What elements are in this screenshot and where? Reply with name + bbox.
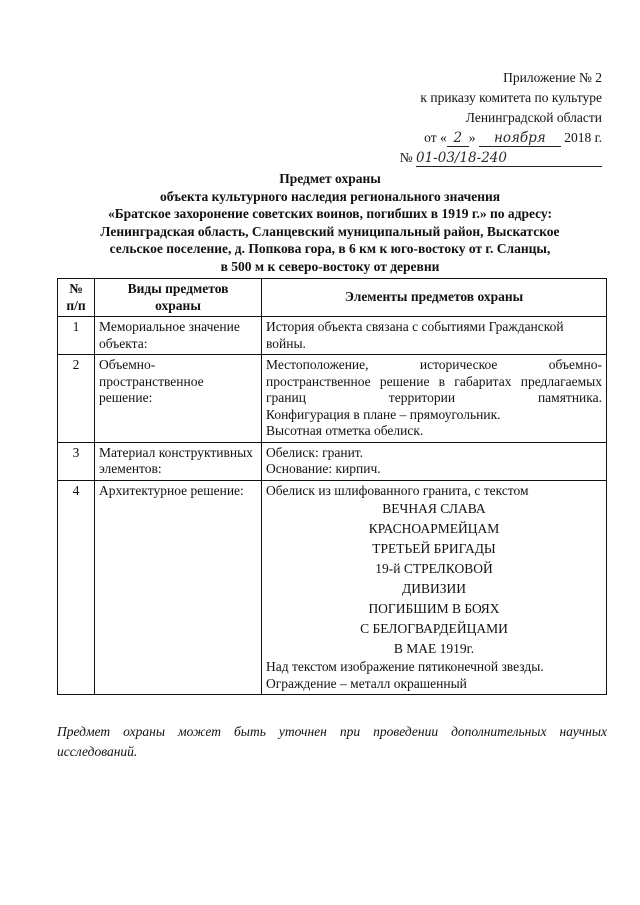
heading-line-2: объекта культурного наследия регионального значения (159, 188, 501, 204)
row-type: Архитектурное решение: (95, 480, 262, 695)
table-header-row (58, 279, 607, 317)
inscription-line: ТРЕТЬЕЙ БРИГАДЫ (372, 541, 496, 556)
inscription-line: ПОГИБШИМ В БОЯХ (368, 601, 500, 616)
row-elements: История объекта связана с событиями Гражданской войны. (262, 317, 607, 355)
inscription-line: В МАЕ 1919г. (393, 641, 475, 656)
appendix-number (342, 148, 602, 168)
table-row (58, 355, 607, 443)
inscription-line: ВЕЧНАЯ СЛАВА (382, 501, 486, 516)
row-elements (262, 480, 607, 695)
row-type: Объемно-пространственное решение: (95, 355, 262, 443)
row-text: Местоположение, историческое объемно-пространственное решение в габаритах предлагаемых границ территории памятника. (266, 357, 602, 405)
row-text: Ограждение – металл окрашенный (266, 675, 467, 691)
table-row (58, 442, 607, 480)
row-text: Конфигурация в плане – прямоугольник. (266, 406, 501, 422)
row-text: Обелиск из шлифованного гранита, с текстом (266, 482, 529, 498)
appendix-title: Приложение № 2 (503, 70, 602, 85)
inscription-line: КРАСНОАРМЕЙЦАМ (368, 521, 500, 536)
inscription-line: ДИВИЗИИ (402, 581, 466, 596)
header-number-a: № (69, 281, 83, 296)
row-number: 2 (58, 355, 95, 443)
heading-line-4: Ленинградская область, Сланцевский муниципальный район, Выскатское (100, 223, 560, 239)
heading-title: Предмет охраны (279, 171, 381, 186)
inscription-line: 19-й СТРЕЛКОВОЙ (375, 561, 493, 576)
date-mid: » (468, 130, 476, 145)
row-elements (262, 442, 607, 480)
date-year: 2018 г. (564, 130, 602, 145)
date-month: ноября (479, 131, 561, 147)
header-number-b: п/п (66, 297, 86, 313)
number-value: 01-03/18-240 (416, 151, 602, 167)
header-number (58, 279, 95, 317)
row-elements (262, 355, 607, 443)
heading-line-6: в 500 м к северо-востоку от деревни (220, 258, 440, 274)
header-types-a: Виды предметов (127, 281, 229, 296)
row-text: Высотная отметка обелиск. (266, 423, 424, 438)
protection-table (57, 278, 607, 695)
header-types-b: охраны (155, 297, 201, 313)
document-heading (60, 170, 600, 275)
table-row (58, 317, 607, 355)
appendix-region: Ленинградской области (465, 110, 602, 125)
row-text: Обелиск: гранит. (266, 444, 364, 460)
row-type: Материал конструктивных элементов: (95, 442, 262, 480)
number-prefix: № (399, 150, 413, 165)
appendix-date (342, 128, 602, 148)
row-text: Основание: кирпич. (266, 461, 381, 476)
footnote: Предмет охраны может быть уточнен при проведении дополнительных научных исследований. (57, 724, 607, 759)
table-row (58, 480, 607, 695)
heading-line-5: сельское поселение, д. Попкова гора, в 6 км к юго-востоку от г. Сланцы, (109, 241, 551, 256)
row-type: Мемориальное значение объекта: (95, 317, 262, 355)
appendix-order: к приказу комитета по культуре (420, 90, 602, 105)
date-prefix: от « (424, 130, 447, 145)
row-number: 1 (58, 317, 95, 355)
row-text: Над текстом изображение пятиконечной звезды. (266, 659, 544, 674)
date-day: 2 (447, 131, 469, 147)
header-elements: Элементы предметов охраны (262, 279, 607, 317)
header-types (95, 279, 262, 317)
heading-line-3: «Братское захоронение советских воинов, погибших в 1919 г.» по адресу: (108, 206, 552, 221)
appendix-block (342, 68, 602, 168)
row-number: 4 (58, 480, 95, 695)
obelisk-inscription (266, 499, 602, 659)
inscription-line: С БЕЛОГВАРДЕЙЦАМИ (360, 621, 508, 636)
row-number: 3 (58, 442, 95, 480)
